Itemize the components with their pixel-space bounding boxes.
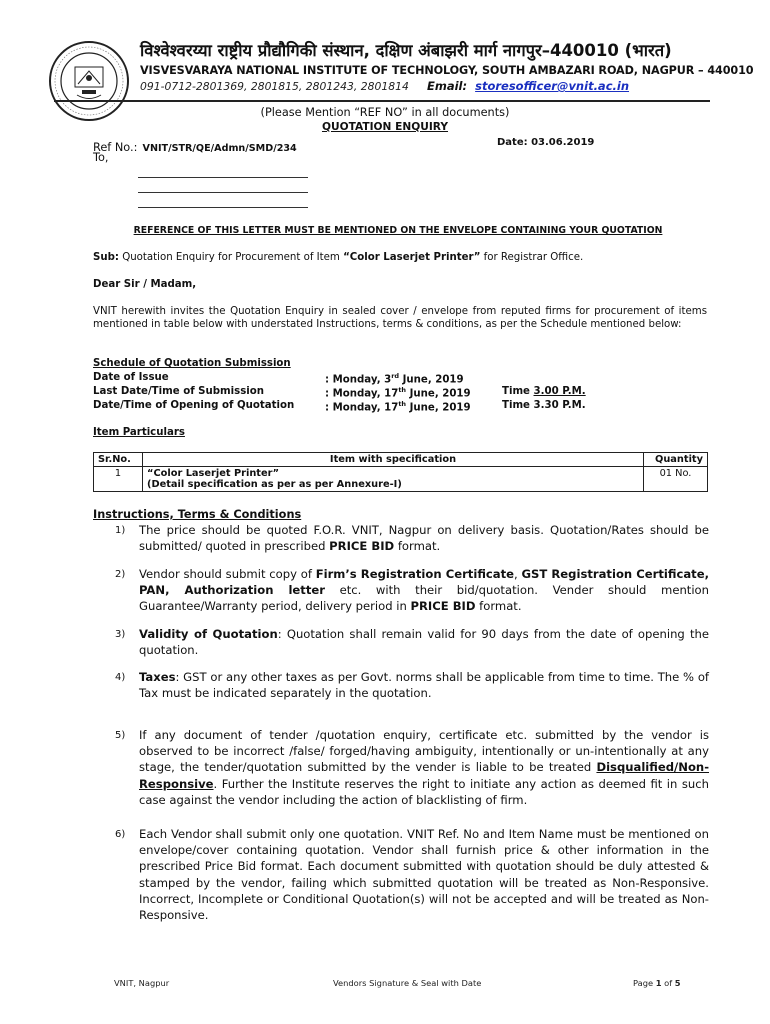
reference-note: REFERENCE OF THIS LETTER MUST BE MENTIONED ON THE ENVELOPE CONTAINING YOUR QUOTATION	[133, 225, 663, 236]
schedule-row	[93, 400, 713, 414]
footer-center: Vendors Signature & Seal with Date	[333, 978, 482, 988]
subject-text-end: for Registrar Office.	[480, 252, 584, 263]
schedule-time: Time 3.30 P.M.	[502, 400, 586, 411]
institute-hindi-title: विश्वेश्वरय्या राष्ट्रीय प्रौद्यौगिकी संस्थान, दक्षिण अंबाझरी मार्ग नागपुर–440010 (भारत)	[140, 41, 672, 60]
salutation: Dear Sir / Madam,	[93, 279, 197, 290]
header-sr: Sr.No.	[94, 453, 143, 467]
header-qty: Quantity	[644, 453, 708, 467]
instruction-item: 5) If any document of tender /quotation enquiry, certificate etc. submitted by the vendor is observed to be incorrect /false/ forged/having ambiguity, intentionally or un-intentionally at any stage, the tender/quotation submitted by the vender is liable to be treated Disqualified/Non-Responsive. Further the Institute reserves the right to initiate any action as deemed fit in such case against the vendor including the action of blacklisting of firm.	[115, 728, 709, 807]
item-particulars-title: Item Particulars	[93, 427, 185, 438]
intro-paragraph: VNIT herewith invites the Quotation Enquiry in sealed cover / envelope from reputed firms for procurement of items mentioned in table below with understated Instructions, terms & conditions, as per the Schedule mentioned below:	[93, 306, 707, 331]
document-heading: QUOTATION ENQUIRY	[321, 121, 449, 133]
footer-left: VNIT, Nagpur	[114, 978, 170, 988]
address-lines	[138, 177, 308, 222]
ref-number	[93, 136, 297, 155]
address-line	[138, 177, 308, 178]
subject-item: “Color Laserjet Printer”	[343, 252, 481, 263]
schedule-title: Schedule of Quotation Submission	[93, 358, 291, 369]
schedule-label: Date of Issue	[93, 372, 169, 383]
item-spec: (Detail specification as per as per Annexure-I)	[147, 479, 402, 490]
ref-value: VNIT/STR/QE/Admn/SMD/234	[142, 143, 297, 154]
subject-line	[93, 252, 583, 263]
instruction-item: 2) Vendor should submit copy of Firm’s Registration Certificate, GST Registration Certificate, PAN, Authorization letter etc. with their bid/quotation. Vender should mention Guarantee/Warranty period, delivery period in PRICE BID format.	[115, 567, 710, 614]
ref-notice: (Please Mention “REF NO” in all documents)	[260, 106, 510, 119]
schedule-table	[93, 372, 713, 414]
subject-label: Sub:	[93, 252, 119, 263]
schedule-label: Date/Time of Opening of Quotation	[93, 400, 295, 411]
schedule-time: Time 3.00 P.M.	[502, 386, 586, 397]
institute-email	[427, 79, 629, 93]
table-header-row	[94, 453, 708, 467]
email-link[interactable]: storesofficer@vnit.ac.in	[475, 79, 630, 93]
email-label: Email:	[427, 79, 468, 93]
schedule-date: : Monday, 17th June, 2019	[325, 400, 471, 414]
schedule-row	[93, 386, 713, 400]
header-item: Item with specification	[143, 453, 644, 467]
cell-qty: 01 No.	[644, 467, 708, 492]
item-name: “Color Laserjet Printer”	[147, 468, 280, 479]
ref-label: Ref No.:	[93, 141, 138, 154]
instruction-item: 1) The price should be quoted F.O.R. VNIT, Nagpur on delivery basis. Quotation/Rates should be submitted/ quoted in prescribed PRICE BID format.	[115, 523, 709, 554]
table-row	[94, 467, 708, 492]
schedule-date: : Monday, 17th June, 2019	[325, 386, 471, 400]
items-table	[93, 452, 708, 492]
address-line	[138, 207, 308, 208]
instruction-item: 6) Each Vendor shall submit only one quotation. VNIT Ref. No and Item Name must be mentioned on envelope/cover containing quotation. Vendor shall furnish price & other information in the prescribed Price Bid format. Each document submitted with quotation should be duly attested & stamped by the vendor, failing which submitted quotation will be treated as Non-Responsive. Incorrect, Incomplete or Conditional Quotation(s) will not be accepted and will be treated as Non-Responsive.	[115, 827, 709, 923]
institute-phone: 091-0712-2801369, 2801815, 2801243, 2801814	[140, 80, 409, 93]
instructions-title: Instructions, Terms & Conditions	[93, 508, 302, 521]
letter-date: Date: 03.06.2019	[497, 137, 595, 148]
header-divider	[54, 100, 710, 102]
to-label: To,	[93, 151, 109, 164]
cell-item	[143, 467, 644, 492]
address-line	[138, 192, 308, 193]
instruction-item: 3) Validity of Quotation: Quotation shall remain valid for 90 days from the date of opening the quotation.	[115, 627, 709, 658]
institute-english-title: VISVESVARAYA NATIONAL INSTITUTE OF TECHNOLOGY, SOUTH AMBAZARI ROAD, NAGPUR – 440010	[140, 64, 754, 77]
subject-text: Quotation Enquiry for Procurement of Item	[118, 252, 344, 263]
schedule-row	[93, 372, 713, 386]
instruction-item: 4) Taxes: GST or any other taxes as per Govt. norms shall be applicable from time to time. The % of Tax must be indicated separately in the quotation.	[115, 670, 709, 701]
footer-page: Page 1 of 5	[633, 978, 681, 988]
cell-sr: 1	[94, 467, 143, 492]
schedule-label: Last Date/Time of Submission	[93, 386, 265, 397]
schedule-date: : Monday, 3rd June, 2019	[325, 372, 464, 386]
